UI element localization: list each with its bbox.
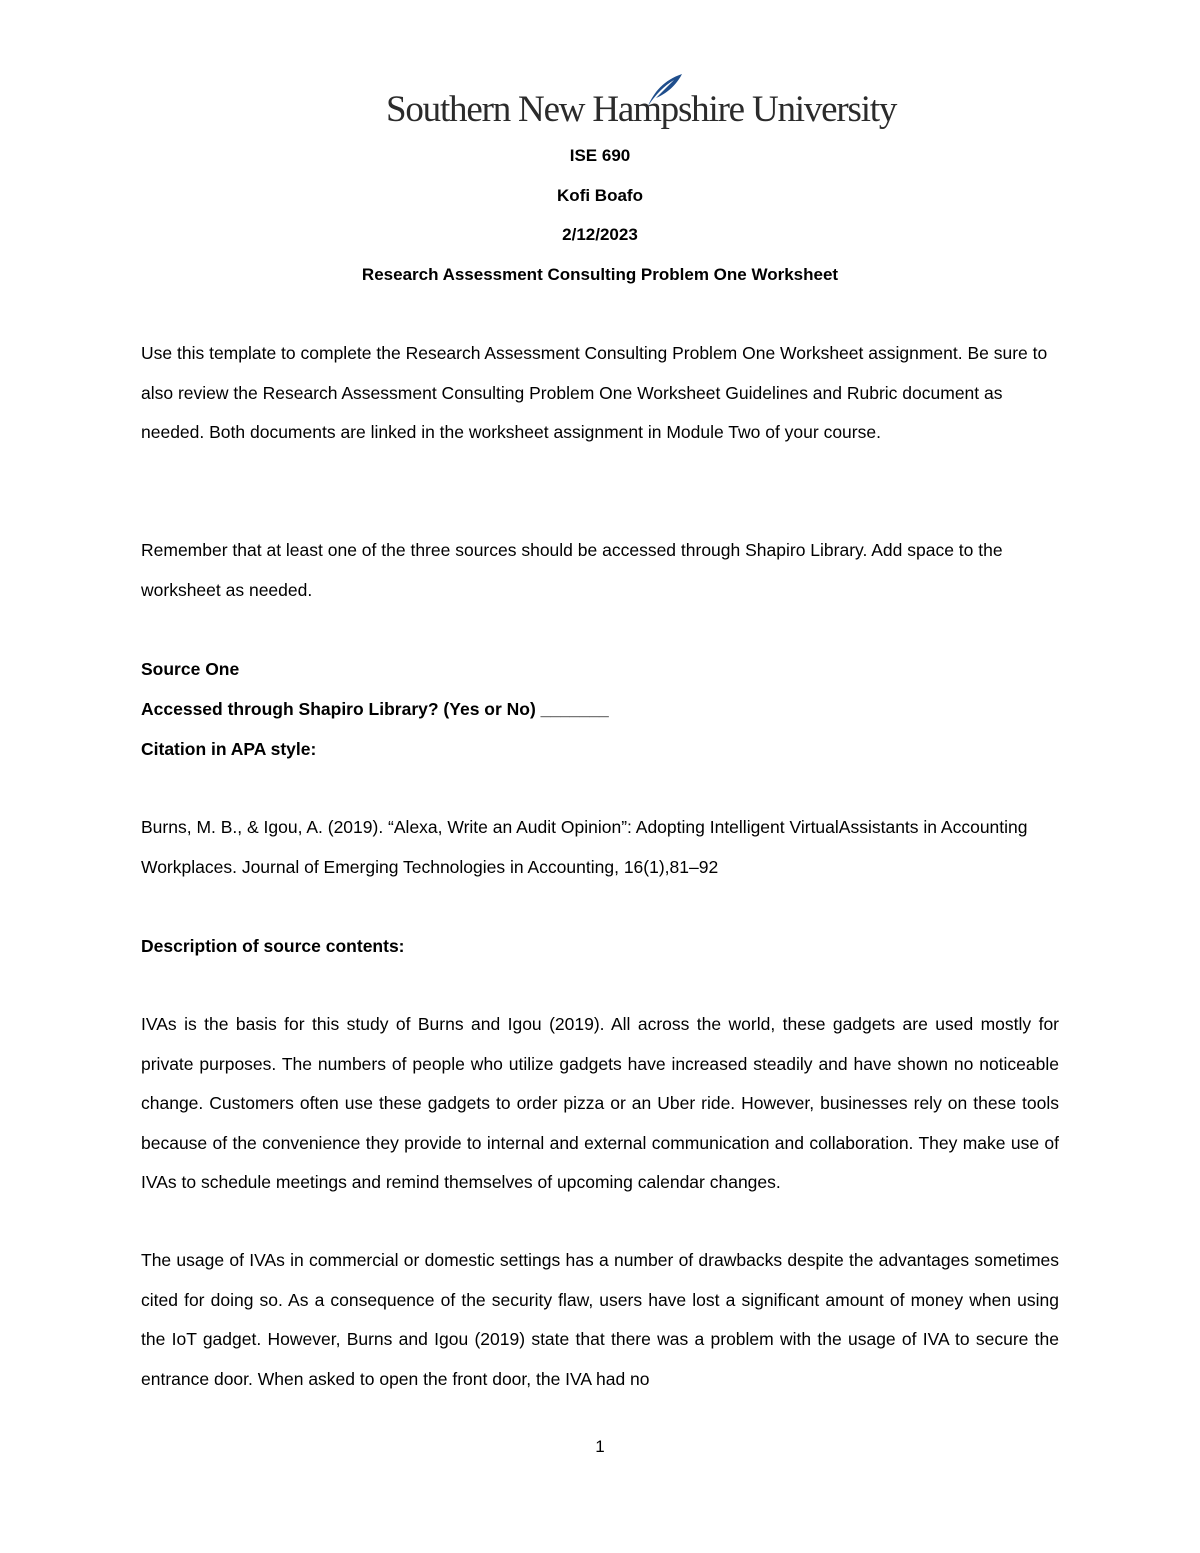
- document-title: Research Assessment Consulting Problem One Worksheet: [361, 265, 839, 284]
- logo-text: Southern New Hampshire University: [386, 89, 897, 130]
- feather-icon: [644, 72, 684, 108]
- accessed-through-library-label: Accessed through Shapiro Library? (Yes or No) _______: [141, 699, 609, 719]
- citation-label: Citation in APA style:: [141, 739, 317, 759]
- description-paragraph-1: IVAs is the basis for this study of Burns and Igou (2019). All across the world, these gadgets are used mostly for private purposes. The numbers of people who utilize gadgets have increased steadily and have shown no noticeable change. Customers often use these gadgets to order pizza or an Uber ride. However, businesses rely on these tools because of the convenience they provide to internal and external communication and collaboration. They make use of IVAs to schedule meetings and remind themselves of upcoming calendar changes.: [141, 1014, 1059, 1192]
- author-name: Kofi Boafo: [557, 186, 643, 205]
- university-logo: [386, 72, 897, 134]
- source-one-heading: Source One: [141, 659, 240, 679]
- intro-paragraph-1: Use this template to complete the Research Assessment Consulting Problem One Worksheet assignment. Be sure to also review the Research Assessment Consulting Problem One Worksheet Guidelines and Rubric document as needed. Both documents are linked in the worksheet assignment in Module Two of your course.: [141, 343, 1048, 442]
- page-number: 1: [595, 1437, 605, 1456]
- intro-paragraph-2: Remember that at least one of the three sources should be accessed through Shapiro Library. Add space to the worksheet as needed.: [141, 540, 1003, 600]
- document-date: 2/12/2023: [562, 225, 638, 244]
- course-code: ISE 690: [569, 146, 631, 165]
- apa-citation: Burns, M. B., & Igou, A. (2019). “Alexa, Write an Audit Opinion”: Adopting Intelligent VirtualAssistants in Accounting Workplaces. Journal of Emerging Technologies in Accounting, 16(1),81–92: [141, 817, 1028, 877]
- description-paragraph-2: The usage of IVAs in commercial or domestic settings has a number of drawbacks despite the advantages sometimes cited for doing so. As a consequence of the security flaw, users have lost a significant amount of money when using the IoT gadget. However, Burns and Igou (2019) state that there was a problem with the usage of IVA to secure the entrance door. When asked to open the front door, the IVA had no: [141, 1250, 1059, 1389]
- description-label: Description of source contents:: [141, 936, 405, 956]
